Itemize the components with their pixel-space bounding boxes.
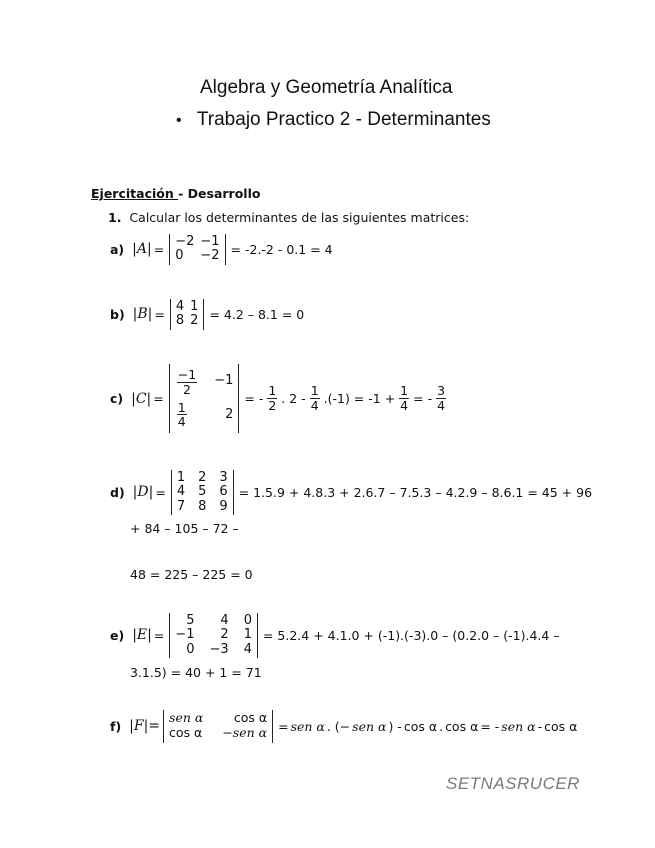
matrix-a-cell: −1 [200,234,220,249]
item-d-name: |D| [132,484,154,501]
fraction-denominator: 2 [268,398,277,413]
section-heading [91,186,260,201]
matrix-e-cell: 4 [220,613,229,628]
item-f-r1: = [278,718,289,734]
subtitle: Trabajo Practico 2 - Determinantes [196,109,491,130]
item-c-eq: = [153,391,164,406]
matrix-f-cell: cos α [233,710,268,725]
matrix-d-cell: 5 [198,484,207,500]
item-e-label: e) [110,627,125,643]
item-f-label: f) [110,718,122,734]
matrix-e-cell: −1 [175,627,195,643]
item-a-result: = -2.-2 - 0.1 = 4 [230,241,333,257]
fraction-denominator: 4 [437,398,446,413]
matrix-b-cell: 2 [190,313,199,329]
fraction-numerator: 1 [400,383,409,399]
matrix-c-num: −1 [177,367,197,382]
item-e-continuation-1: 3.1.5) = 40 + 1 = 71 [130,665,262,680]
item-f [110,710,577,743]
section-title-underlined: Ejercitación [91,186,179,201]
matrix-a [169,234,225,265]
fraction-numerator: 1 [310,383,319,399]
item-e-result: = 5.2.4 + 4.1.0 + (-1).(-3).0 – (0.2.0 – (-1).4.4 – [262,627,560,643]
fraction-numerator: 3 [437,383,446,399]
matrix-c [169,364,240,433]
matrix-d [171,470,234,515]
matrix-f-cell: sen α [169,710,204,725]
item-a-label: a) [110,241,125,257]
matrix-a-cell: −2 [175,234,195,249]
item-f-r6: cos α [403,718,438,734]
author-signature: SETNASRUCER [446,774,580,793]
item-d-eq: = [155,484,166,500]
item-d-continuation-1: + 84 – 105 – 72 – [130,521,239,536]
matrix-e-cell: 5 [186,613,195,628]
matrix-c-num: 1 [177,399,186,415]
item-f-r8: cos α [445,718,479,734]
matrix-c-fraction [177,368,197,397]
matrix-c-den: 4 [177,414,186,430]
matrix-f [163,710,273,743]
item-d-label: d) [110,484,125,500]
item-c-fraction-2 [310,384,320,413]
item-f-r3: . (− [326,718,351,734]
matrix-e-cell: 0 [243,613,252,628]
item-d [110,470,594,515]
subtitle-line [176,109,491,131]
item-a [110,234,335,265]
matrix-d-cell: 8 [198,498,207,514]
item-c-fraction-1 [267,384,277,413]
item-e-name: |E| [132,627,152,644]
item-b-label: b) [110,306,125,322]
matrix-e-cell: 0 [186,641,195,657]
matrix-d-cell: 2 [198,470,207,485]
matrix-d-cell: 4 [176,484,186,500]
item-b-name: |B| [132,306,153,323]
item-f-r12: cos α [544,718,578,734]
matrix-e-cell: −3 [209,641,229,657]
item-a-eq: = [153,241,165,257]
item-f-r7: . [439,718,444,734]
item-f-r5: ) - [388,718,402,734]
item-f-r2: sen α [290,718,325,734]
matrix-d-cell: 7 [176,498,186,514]
fraction-numerator: 1 [268,383,277,399]
item-c-name: |C| [131,390,152,407]
item-e-eq: = [153,627,165,643]
item-f-r4: sen α [352,718,387,734]
matrix-a-cell: 0 [175,248,184,264]
fraction-denominator: 4 [400,398,409,413]
section-title-rest: - Desarrollo [178,186,261,201]
item-b-eq: = [154,306,165,322]
item-c-fraction-4 [436,384,446,413]
matrix-d-cell: 6 [219,484,228,500]
matrix-b-cell: 8 [175,313,185,329]
item-c-part2: . 2 - [281,391,306,406]
matrix-c-cell: −1 [214,373,234,388]
bullet-icon: • [176,112,182,129]
matrix-b [170,299,205,330]
document-title: Algebra y Geometría Analítica [200,77,453,98]
item-c-part4: = - [413,391,433,406]
item-c-part3: .(-1) = -1 + [323,391,396,406]
matrix-f-cell: −sen α [222,725,268,741]
matrix-a-cell: −2 [200,248,220,264]
matrix-c-fraction [177,401,187,430]
fraction-denominator: 4 [310,398,319,413]
item-f-r11: - [537,718,543,734]
item-c-part1: = - [244,391,264,406]
item-b-result: = 4.2 – 8.1 = 0 [209,306,305,322]
item-c-fraction-3 [399,384,409,413]
matrix-e [169,613,258,658]
item-c [110,364,448,433]
matrix-d-cell: 3 [219,470,228,485]
item-d-result: = 1.5.9 + 4.8.3 + 2.6.7 – 7.5.3 – 4.2.9 – 8.6.1 = 45 + 96 [238,484,593,500]
matrix-d-cell: 1 [176,470,186,485]
matrix-b-cell: 1 [190,299,199,314]
item-d-continuation-2: 48 = 225 – 225 = 0 [130,567,253,582]
matrix-c-cell: 2 [225,406,234,422]
question-1 [108,210,469,225]
question-text: Calcular los determinantes de las siguientes matrices: [129,210,470,225]
item-e [110,613,562,658]
item-f-r9: = - [480,718,500,734]
item-f-name: |F|= [129,718,161,735]
matrix-f-cell: cos α [169,725,203,741]
matrix-b-cell: 4 [175,299,185,314]
matrix-e-cell: 1 [243,627,252,643]
item-c-label: c) [110,391,124,406]
matrix-e-cell: 2 [220,627,229,643]
item-b [110,299,306,330]
item-a-name: |A| [132,241,152,258]
item-f-r10: sen α [501,718,536,734]
question-number: 1. [108,210,122,225]
matrix-e-cell: 4 [243,641,252,657]
matrix-c-den: 2 [183,381,191,397]
matrix-d-cell: 9 [219,498,228,514]
